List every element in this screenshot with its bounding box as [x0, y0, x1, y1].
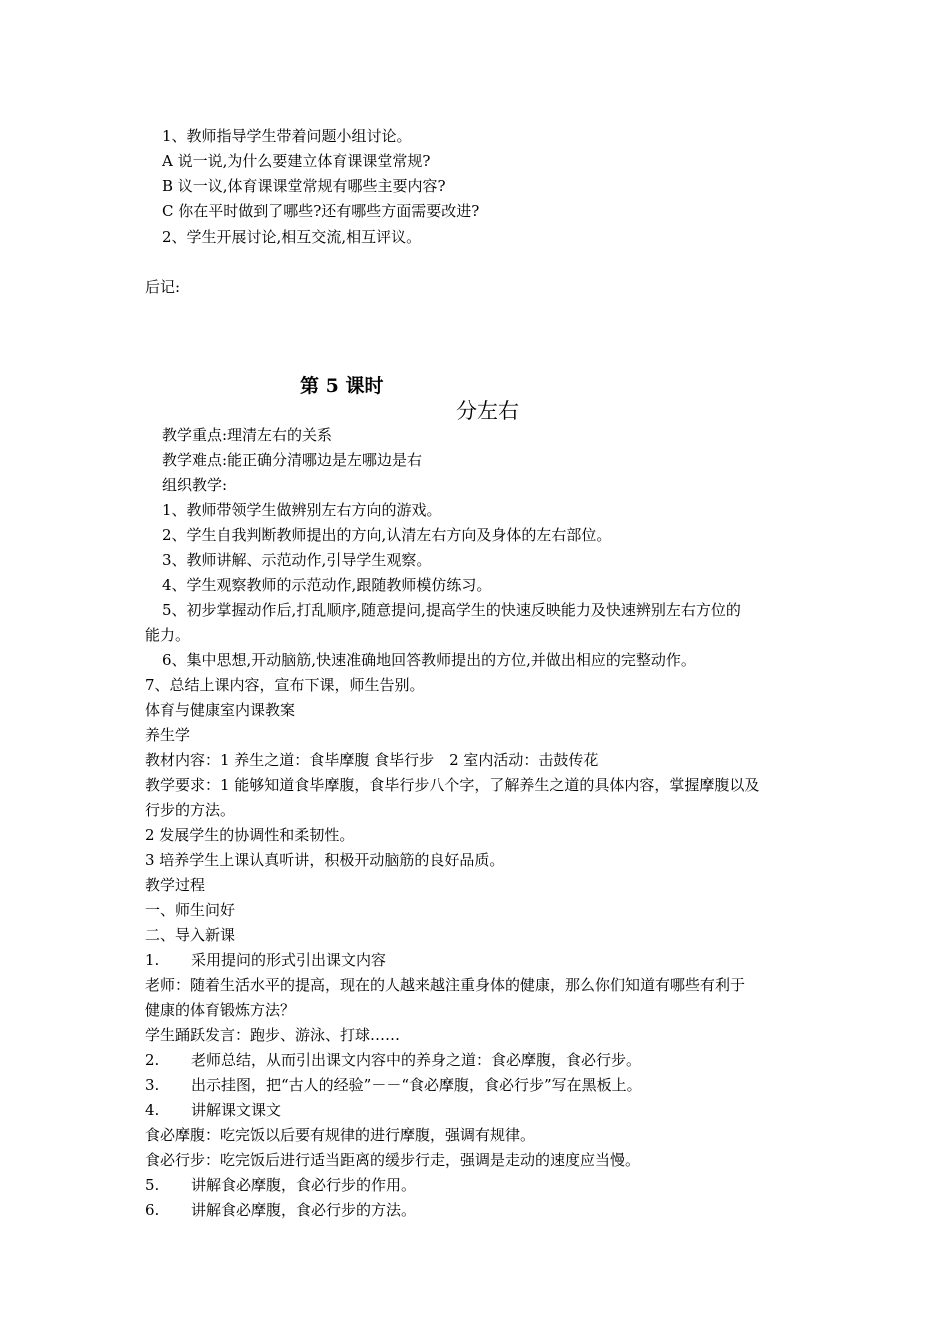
item-text: 出示挂图，把“古人的经验”－－“食必摩腹，食必行步”写在黑板上。 — [191, 1076, 642, 1094]
rub-explanation: 食必摩腹：吃完饭以后要有规律的进行摩腹，强调有规律。 — [145, 1126, 536, 1144]
teaching-process: 教学过程 — [145, 876, 206, 894]
discussion-item-1: 1、教师指导学生带着问题小组讨论。 — [162, 127, 412, 145]
process-part-2: 二、导入新课 — [145, 926, 236, 944]
topic: 养生学 — [145, 726, 191, 744]
item-number: 2. — [145, 1051, 160, 1069]
lesson-step: 6、集中思想,开动脑筋,快速准确地回答教师提出的方位,并做出相应的完整动作。 — [162, 651, 696, 669]
lesson-step: 3、教师讲解、示范动作,引导学生观察。 — [162, 551, 432, 569]
item-text: 讲解食必摩腹，食必行步的作用。 — [191, 1176, 417, 1194]
lesson-title: 分左右 — [456, 399, 519, 423]
teacher-question-continued: 健康的体育锻炼方法？ — [145, 1001, 296, 1019]
teacher-question: 老师：随着生活水平的提高，现在的人越来越注重身体的健康，那么你们知道有哪些有利于 — [145, 976, 746, 994]
numbered-item — [145, 1200, 416, 1220]
item-number: 4. — [145, 1101, 160, 1119]
numbered-item — [145, 1050, 641, 1070]
organize-teaching: 组织教学: — [162, 476, 228, 494]
teaching-requirement-continued: 行步的方法。 — [145, 801, 236, 819]
doc-title: 体育与健康室内课教案 — [145, 701, 296, 719]
question-a: A 说一说,为什么要建立体育课课堂常规? — [162, 152, 431, 170]
numbered-item — [145, 1175, 416, 1195]
item-number: 6. — [145, 1201, 160, 1219]
lesson-step: 5、初步掌握动作后,打乱顺序,随意提问,提高学生的快速反映能力及快速辨别左右方位的 — [162, 601, 741, 619]
item-number: 3. — [145, 1076, 160, 1094]
lesson-step: 4、学生观察教师的示范动作,跟随教师模仿练习。 — [162, 576, 492, 594]
student-answers: 学生踊跃发言：跑步、游泳、打球…… — [145, 1026, 401, 1044]
lesson-step-continued: 能力。 — [145, 626, 191, 644]
lesson-step: 7、总结上课内容，宣布下课，师生告别。 — [145, 676, 425, 694]
numbered-item — [145, 950, 386, 970]
teaching-difficulty: 教学难点:能正确分清哪边是左哪边是右 — [162, 451, 423, 469]
item-text: 讲解课文课文 — [191, 1101, 282, 1119]
question-b: B 议一议,体育课课堂常规有哪些主要内容? — [162, 177, 446, 195]
teaching-requirement: 教学要求：1 能够知道食毕摩腹，食毕行步八个字，了解养生之道的具体内容，掌握摩腹以及 — [145, 776, 760, 794]
walk-explanation: 食必行步：吃完饭后进行适当距离的缓步行走，强调是走动的速度应当慢。 — [145, 1151, 641, 1169]
lesson-step: 2、学生自我判断教师提出的方向,认清左右方向及身体的左右部位。 — [162, 526, 612, 544]
item-text: 讲解食必摩腹，食必行步的方法。 — [191, 1201, 417, 1219]
lesson-step: 1、教师带领学生做辨别左右方向的游戏。 — [162, 501, 442, 519]
numbered-item — [145, 1100, 281, 1120]
lesson-heading: 第 5 课时 — [300, 375, 384, 397]
process-part-1: 一、师生问好 — [145, 901, 236, 919]
item-number: 1. — [145, 951, 160, 969]
numbered-item — [145, 1075, 642, 1095]
requirement-2: 2 发展学生的协调性和柔韧性。 — [145, 826, 355, 844]
teaching-focus: 教学重点:理清左右的关系 — [162, 426, 333, 444]
postscript-label: 后记: — [145, 278, 181, 296]
teaching-material: 教材内容：1 养生之道：食毕摩腹 食毕行步 2 室内活动：击鼓传花 — [145, 751, 599, 769]
question-c: C 你在平时做到了哪些?还有哪些方面需要改进? — [162, 202, 480, 220]
item-text: 采用提问的形式引出课文内容 — [191, 951, 387, 969]
item-text: 老师总结，从而引出课文内容中的养身之道：食必摩腹，食必行步。 — [191, 1051, 642, 1069]
discussion-item-2: 2、学生开展讨论,相互交流,相互评议。 — [162, 228, 422, 246]
item-number: 5. — [145, 1176, 160, 1194]
requirement-3: 3 培养学生上课认真听讲，积极开动脑筋的良好品质。 — [145, 851, 505, 869]
